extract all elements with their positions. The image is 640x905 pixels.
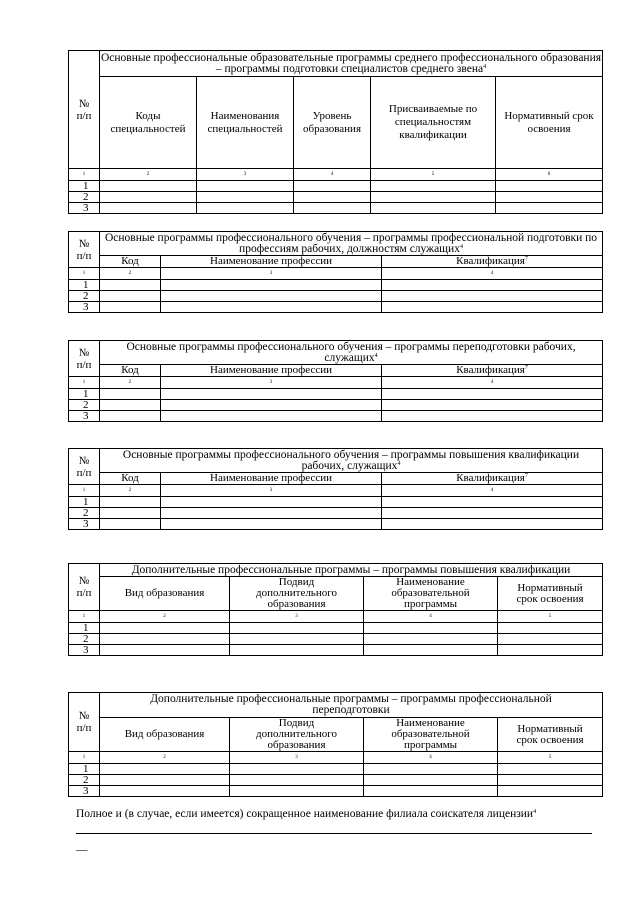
table-title: Дополнительные профессиональные программы – программы повышения квалификации <box>100 564 603 577</box>
table-row: 2 <box>69 634 603 645</box>
header-names: Наименования специальностей <box>197 77 294 169</box>
header-qualification: Квалификация$^7$ <box>382 473 603 485</box>
col-number: 1 <box>69 611 100 623</box>
header-education-subtype: Подвид дополнительного образования <box>230 718 364 752</box>
header-education-type: Вид образования <box>100 577 230 611</box>
table-row: 2 <box>69 192 603 203</box>
col-number: 2 <box>100 169 197 181</box>
header-qualification: Квалификация$^7$ <box>382 365 603 377</box>
footer-dash: — <box>76 844 88 856</box>
table-title: Дополнительные профессиональные программы – программы профессиональной переподготовки <box>100 693 603 718</box>
table-row: 3 <box>69 786 603 797</box>
table-row: 1 <box>69 389 603 400</box>
table-professional-training <box>68 231 603 313</box>
col-number: 2 <box>100 268 161 280</box>
col-number: 1 <box>69 752 100 764</box>
col-number: 1 <box>69 485 100 497</box>
table-additional-qualification <box>68 563 603 656</box>
header-program-name: Наименование образовательной программы <box>364 718 498 752</box>
table-spo-programs <box>68 50 603 214</box>
table-row: 1 <box>69 497 603 508</box>
table-row: 1 <box>69 764 603 775</box>
col-number: 3 <box>230 752 364 764</box>
col-number: 1 <box>69 169 100 181</box>
header-term: Нормативный срок освоения <box>496 77 603 169</box>
table-row: 2 <box>69 508 603 519</box>
header-education-type: Вид образования <box>100 718 230 752</box>
col-number: 3 <box>161 485 382 497</box>
table-row: 3 <box>69 645 603 656</box>
table-row: 3 <box>69 411 603 422</box>
header-education-subtype: Подвид дополнительного образования <box>230 577 364 611</box>
col-no-header: № п/п <box>69 693 100 752</box>
header-term: Нормативный срок освоения <box>498 718 603 752</box>
table-row: 1 <box>69 181 603 192</box>
table-row: 2 <box>69 291 603 302</box>
col-number: 4 <box>382 268 603 280</box>
col-number: 3 <box>161 377 382 389</box>
table-row: 3 <box>69 302 603 313</box>
col-no-header: № п/п <box>69 449 100 485</box>
col-no-header: № п/п <box>69 51 100 169</box>
table-title: Основные программы профессионального обучения – программы повышения квалификации рабочих, служащих$^4$ <box>100 449 603 473</box>
col-number: 1 <box>69 377 100 389</box>
table-title: Основные программы профессионального обучения – программы переподготовки рабочих, служащих$^4$ <box>100 341 603 365</box>
col-number: 1 <box>69 268 100 280</box>
col-number: 2 <box>100 752 230 764</box>
header-code: Код <box>100 365 161 377</box>
col-no-header: № п/п <box>69 232 100 268</box>
branch-name-label: Полное и (в случае, если имеется) сокращенное наименование филиала соискателя лицензии$^4$ <box>76 808 537 820</box>
header-code: Код <box>100 473 161 485</box>
col-number: 2 <box>100 611 230 623</box>
col-number: 4 <box>364 611 498 623</box>
header-profession: Наименование профессии <box>161 256 382 268</box>
col-number: 4 <box>364 752 498 764</box>
col-no-header: № п/п <box>69 341 100 377</box>
col-number: 2 <box>100 377 161 389</box>
col-number: 4 <box>382 377 603 389</box>
col-number: 5 <box>498 611 603 623</box>
col-number: 2 <box>100 485 161 497</box>
header-qualifications: Присваиваемые по специальностям квалификации <box>371 77 496 169</box>
table-retraining-workers <box>68 340 603 422</box>
table-row: 3 <box>69 203 603 214</box>
header-code: Код <box>100 256 161 268</box>
table-row: 2 <box>69 775 603 786</box>
table-row: 1 <box>69 623 603 634</box>
table-title: Основные программы профессионального обучения – программы профессиональной подготовки по профессиям рабочих, должностям служащих$^4$ <box>100 232 603 256</box>
header-term: Нормативный срок освоения <box>498 577 603 611</box>
col-number: 5 <box>371 169 496 181</box>
table-title: Основные профессиональные образовательные программы среднего профессионального образования – программы подготовки специалистов среднего звена$^4$ <box>100 51 602 75</box>
header-profession: Наименование профессии <box>161 365 382 377</box>
table-row: 1 <box>69 280 603 291</box>
table-row: 2 <box>69 400 603 411</box>
header-level: Уровень образования <box>294 77 371 169</box>
col-number: 6 <box>496 169 603 181</box>
branch-name-field-line[interactable] <box>76 833 592 834</box>
header-program-name: Наименование образовательной программы <box>364 577 498 611</box>
col-number: 5 <box>498 752 603 764</box>
col-number: 4 <box>382 485 603 497</box>
col-number: 3 <box>230 611 364 623</box>
col-number: 3 <box>161 268 382 280</box>
table-qualification-workers <box>68 448 603 530</box>
col-number: 4 <box>294 169 371 181</box>
col-number: 3 <box>197 169 294 181</box>
header-profession: Наименование профессии <box>161 473 382 485</box>
col-no-header: № п/п <box>69 564 100 611</box>
table-additional-retraining <box>68 692 603 797</box>
table-row: 3 <box>69 519 603 530</box>
header-qualification: Квалификация$^7$ <box>382 256 603 268</box>
header-codes: Коды специальностей <box>100 77 197 169</box>
